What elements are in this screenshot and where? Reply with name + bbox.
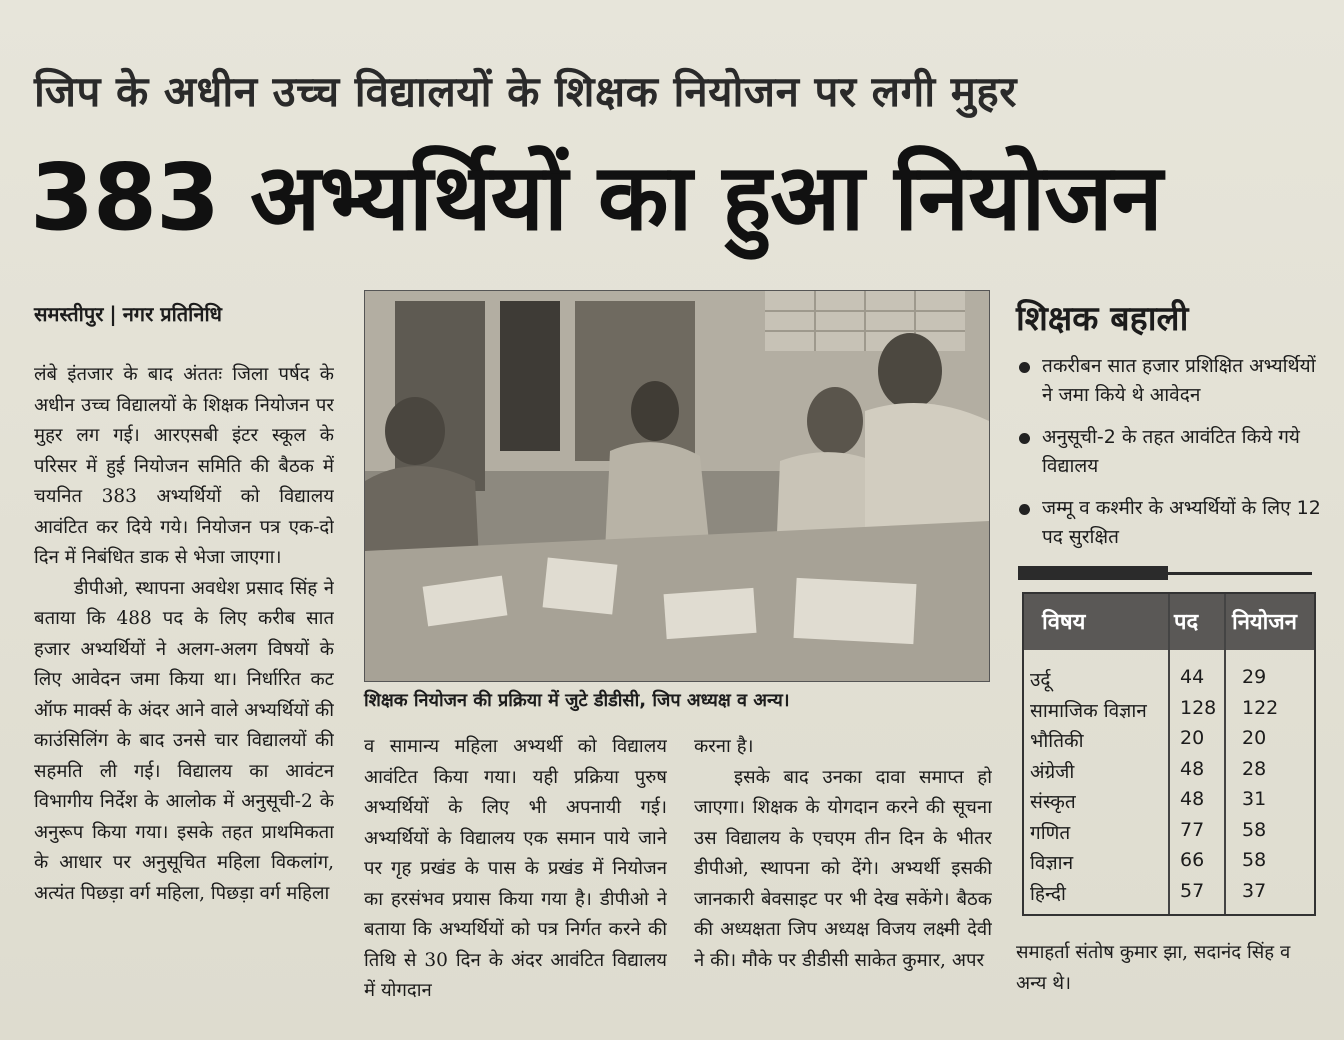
bullet-icon bbox=[1019, 433, 1030, 444]
header-subject: विषय bbox=[1042, 610, 1086, 635]
dateline-place: समस्तीपुर bbox=[34, 302, 104, 326]
cell-subject: भौतिकी bbox=[1030, 730, 1084, 752]
kicker-headline: जिप के अधीन उच्च विद्यालयों के शिक्षक नियोजन पर लगी मुहर bbox=[34, 67, 1017, 116]
sidebar-bullet-list bbox=[1016, 352, 1326, 565]
cell-appointed: 31 bbox=[1242, 788, 1267, 810]
article-paragraph: डीपीओ, स्थापना अवधेश प्रसाद सिंह ने बताया कि 488 पद के लिए करीब सात हजार अभ्यर्थियों ने अलग-अलग विषयों के लिए आवेदन जमा किया था। निर्धारित कट ऑफ मार्क्स के अंदर आने वाले अभ्यर्थियों की काउंसिलिंग के बाद उनसे चार विद्यालयों की सहमति ली गई। विद्यालय का आवंटन विभागीय निर्देश के आलोक में अनुसूची-2 के अनुरूप किया गया। इसके तहत प्राथमिकता के आधार पर अनुसूचित महिला विकलांग, अत्यंत पिछड़ा वर्ग महिला, पिछड़ा वर्ग महिला bbox=[34, 577, 334, 904]
header-posts: पद bbox=[1174, 610, 1199, 635]
header-appointed: नियोजन bbox=[1232, 610, 1297, 635]
table-row bbox=[1024, 817, 1314, 848]
dateline-byline: नगर प्रतिनिधि bbox=[122, 302, 222, 326]
table-body bbox=[1024, 664, 1314, 908]
cell-appointed: 58 bbox=[1242, 849, 1267, 871]
main-headline: 383 अभ्यर्थियों का हुआ नियोजन bbox=[30, 144, 1162, 251]
cell-posts: 57 bbox=[1180, 879, 1205, 902]
bullet-icon bbox=[1019, 362, 1030, 373]
divider-line bbox=[1168, 572, 1312, 575]
table-row bbox=[1024, 695, 1314, 726]
cell-appointed: 20 bbox=[1242, 727, 1267, 749]
table-row bbox=[1024, 847, 1314, 878]
photo-illustration bbox=[365, 291, 989, 681]
cell-subject: उर्दू bbox=[1030, 669, 1051, 691]
table-row bbox=[1024, 786, 1314, 817]
cell-appointed: 58 bbox=[1242, 818, 1267, 841]
bullet-text: जम्मू व कश्मीर के अभ्यर्थियों के लिए 12 पद सुरक्षित bbox=[1042, 497, 1321, 548]
article-paragraph: लंबे इंतजार के बाद अंततः जिला पर्षद के अधीन उच्च विद्यालयों के शिक्षक नियोजन पर मुहर लग गई। आरएसबी इंटर स्कूल के परिसर में हुई नियोजन समिति की बैठक में चयनित 383 अभ्यर्थियों को विद्यालय आवंटित कर दिये गये। नियोजन पत्र एक-दो दिन में निबंधित डाक से भेजा जाएगा। bbox=[34, 364, 334, 568]
bullet-text: अनुसूची-2 के तहत आवंटित किये गये विद्यालय bbox=[1042, 426, 1300, 477]
table-row bbox=[1024, 756, 1314, 787]
sidebar-footnote: समाहर्ता संतोष कुमार झा, सदानंद सिंह व अन्य थे। bbox=[1016, 942, 1291, 994]
cell-posts: 44 bbox=[1180, 666, 1205, 688]
cell-posts: 128 bbox=[1180, 696, 1217, 719]
cell-subject: विज्ञान bbox=[1030, 852, 1074, 874]
table-row bbox=[1024, 664, 1314, 695]
article-paragraph: करना है। bbox=[694, 736, 754, 757]
cell-appointed: 37 bbox=[1242, 879, 1267, 902]
table-row bbox=[1024, 725, 1314, 756]
article-column-1 bbox=[34, 360, 334, 1000]
cell-posts: 48 bbox=[1180, 757, 1205, 780]
sidebar-title: शिक्षक बहाली bbox=[1016, 299, 1189, 339]
news-photo bbox=[364, 290, 990, 682]
subject-posts-table bbox=[1022, 592, 1316, 916]
list-item bbox=[1016, 494, 1326, 552]
bullet-icon bbox=[1019, 504, 1030, 515]
divider-bar bbox=[1018, 566, 1168, 580]
cell-subject: अंग्रेजी bbox=[1030, 760, 1075, 783]
dateline-separator: | bbox=[109, 302, 117, 326]
cell-subject: सामाजिक विज्ञान bbox=[1030, 699, 1147, 722]
cell-posts: 20 bbox=[1180, 727, 1205, 749]
article-column-2 bbox=[364, 732, 667, 1002]
cell-subject: हिन्दी bbox=[1030, 882, 1066, 905]
photo-caption: शिक्षक नियोजन की प्रक्रिया में जुटे डीडीसी, जिप अध्यक्ष व अन्य। bbox=[364, 690, 790, 711]
article-paragraph: व सामान्य महिला अभ्यर्थी को विद्यालय आवंटित किया गया। यही प्रक्रिया पुरुष अभ्यर्थियों के लिए भी अपनायी गई। अभ्यर्थियों के विद्यालय एक समान पाये जाने पर गृह प्रखंड के पास के प्रखंड में नियोजन का हरसंभव प्रयास किया गया है। डीपीओ ने बताया कि अभ्यर्थियों को पत्र निर्गत करने की तिथि से 30 दिन के अंदर आवंटित विद्यालय में योगदान bbox=[364, 736, 667, 1001]
list-item bbox=[1016, 352, 1326, 410]
list-item bbox=[1016, 423, 1326, 481]
article-column-3 bbox=[694, 732, 992, 1002]
cell-appointed: 29 bbox=[1242, 666, 1267, 688]
cell-subject: संस्कृत bbox=[1030, 791, 1076, 813]
table-row bbox=[1024, 878, 1314, 909]
dateline bbox=[34, 300, 222, 327]
article-paragraph: इसके बाद उनका दावा समाप्त हो जाएगा। शिक्षक के योगदान करने की सूचना उस विद्यालय के एचएम तीन दिन के भीतर डीपीओ, स्थापना को देंगे। अभ्यर्थी इसकी जानकारी बेवसाइट पर भी देख सकेंगे। बैठक की अध्यक्षता जिप अध्यक्ष विजय लक्ष्मी देवी ने की। मौके पर डीडीसी साकेत कुमार, अपर bbox=[694, 766, 992, 971]
cell-posts: 66 bbox=[1180, 849, 1205, 871]
cell-subject: गणित bbox=[1030, 821, 1071, 844]
cell-posts: 48 bbox=[1180, 788, 1205, 810]
cell-posts: 77 bbox=[1180, 818, 1205, 841]
cell-appointed: 28 bbox=[1242, 757, 1267, 780]
bullet-text: तकरीबन सात हजार प्रशिक्षित अभ्यर्थियों ने जमा किये थे आवेदन bbox=[1042, 355, 1316, 406]
cell-appointed: 122 bbox=[1242, 696, 1279, 719]
